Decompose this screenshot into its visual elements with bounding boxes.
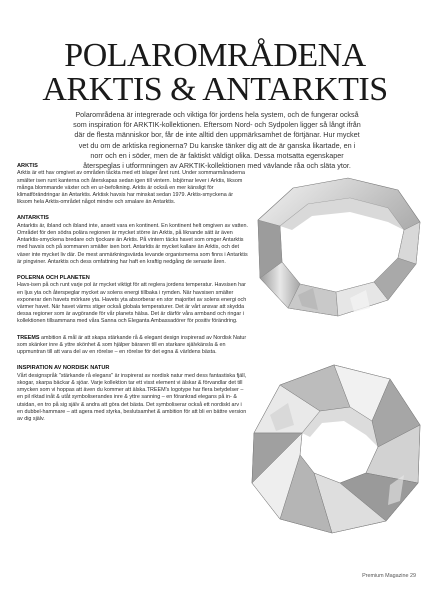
text-arktis: Arktis är ett hav omgivet av områden täckta med ett islager året runt. Under sommarmånaderna smälter isen runt kanterna och återskapas sedan igen till vintern. Isbjörnar lever i Arktis, liksom många blommande växter och en ur-befolkning. Arktis är också en mer känsligt för klimatförändringar än Antarktis. Arktisk havsis har minskat sedan 1979. Arktis-smyckena är liksom hela Arktis-området något mindre och smalare än Antarktis. <box>17 170 246 206</box>
heading-antarktis: ANTARKTIS <box>17 215 49 222</box>
heading-arktis: ARKTIS <box>17 163 38 169</box>
treems-body: ambition & mål är att skapa stärkande rå & elegant design inspirerad av Nordisk Natur som skänker inre & yttre skönhet & som hjälper bäraren till en starkare självkänsla & en uppmuntran till att vara del av en rörelse – en rörelse för det egna & världens bästa. <box>17 334 247 356</box>
silver-wide-faceted-ring-icon <box>240 355 428 535</box>
text-polerna: Havs-isen på och runt varje pol är mycket viktigt för att reglera jordens temperatur. Havsisen har en ljus yta och återspeglar mycket av solens energi tillbaka i rymden. När havsisen smälter exponerar den havets mörkare yta. Havets yta absorberar en stor majoritet av solens energi och värmer havet. När havet värms stiger också globala temperaturer. Det är vårt ansvar att skydda dessa regioner som är avgörande för vår planets hälsa. Det är därför våra armband och ringar i kollektionen tillsammans med våra Sanna och Eleganta Ambassadörer för positiv förändring. <box>17 282 247 325</box>
heading-polerna: POLERNA OCH PLANETEN <box>17 275 90 282</box>
page-title-line2: ARKTIS & ANTARKTIS <box>42 71 388 108</box>
page-title-line1: POLAROMRÅDENA <box>64 37 366 74</box>
intro-paragraph: Polarområdena är integrerade och viktiga för jordens hela system, och de fungerar också som inspiration för ARKTIK-kollektionen. Eftersom Nord- och Sydpolen ligger så långt ifrån där de flesta människor bor, får de inte alltid den uppmärksamhet de förtjänar. Hur mycket vet du om de arktiska regionerna? Du kanske tänker dig att de är ganska likartade, en i norr och en i söder, men de är faktiskt väldigt olika. Dessa motsatta egenskaper återspeglas i utformningen av ARKTIK-kollektionen med vävlande råa och släta ytor. <box>73 110 361 171</box>
silver-faceted-ring-icon <box>238 160 428 330</box>
treems-lead: TREEMS <box>17 334 40 341</box>
text-antarktis: Antarktis är, ibland och ibland inte, ansett vara en kontinent. En kontinent helt omgiven av vatten. Området för den södra polära regionen är mycket större än Arktis, på liknande sätt är även Antarktis-smyckena bredare och tjockare än Arktis. På vintern täcks havet som omger Antarktis med havsis och på sommaren smälter isen bort. Antarktis är mycket kallare än Arktis, och det växer inte mycket liv där. De mest anmärkningsvärda levande organismerna som finns i Antarktis är pingviner. Antarktis och dess omfattning har haft en kraftig nedgång de senaste åren. <box>17 222 249 265</box>
page-footer: Premium Magazine 29 <box>362 573 416 579</box>
article-column <box>17 163 249 432</box>
text-inspiration: Vårt designspråk "stärkande rå elegans" är inspirerat av nordisk natur med dess fantastiska fjäll, skogar, skarpa bäckar & sjöar. Varje kollektion tar ett visst element vi älskar & förvandlar det till smycken som vi hoppas att även du kommer att älska.TREEM's logotype har flera betydelser – en pil riktad inåt & utåt symboliserandes inre & yttre sanning – en förankrad elegans på in- & utsidan, en tro på sig själv & andra att göra det bästa. Det symboliserar också ett nordiskt arv i en dubbel-hammare – att agera med styrka, beslutsamhet & ambition för att bli en bättre version av dig själv. <box>17 372 247 422</box>
text-treems <box>17 335 249 357</box>
heading-inspiration: INSPIRATION AV NORDISK NATUR <box>17 365 110 372</box>
